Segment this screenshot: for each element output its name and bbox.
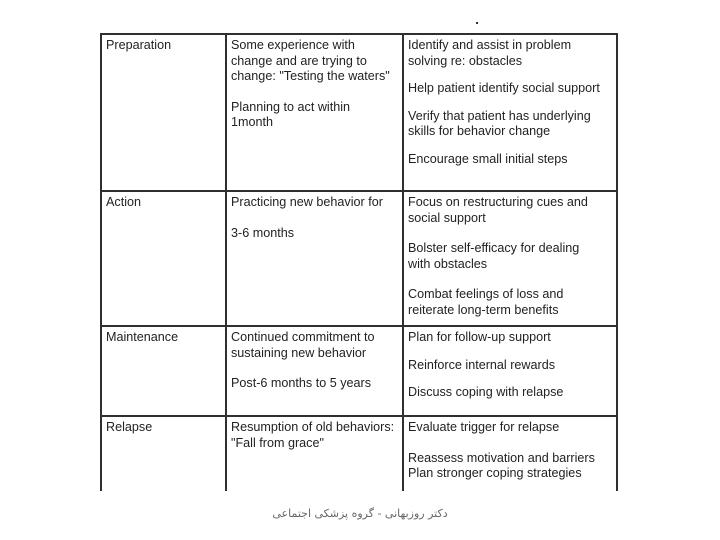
intervention-text: Plan for follow-up support [408,330,551,344]
stage-label: Maintenance [106,330,179,344]
stages-of-change-table [100,33,618,493]
stage-label: Preparation [106,38,172,52]
stage-cell [101,326,226,416]
description-cell [226,326,403,416]
table-bottom-edge [100,491,620,501]
footer-caption: دکتر روزبهانی - گروه پزشکی اجتماعی [272,507,448,520]
description-text: Planning to act within 1month [231,99,351,129]
description-text: 3-6 months [231,225,294,240]
interventions-cell [403,191,617,326]
intervention-text: Combat feelings of loss and reiterate long-term benefits [408,287,564,317]
intervention-text: Verify that patient has underlying skills for behavior change [408,108,591,138]
intervention-text: Identify and assist in problem solving re: obstacles [408,38,572,68]
stages-table-container [100,33,618,493]
intervention-text: Help patient identify social support [408,81,600,95]
stage-label: Relapse [106,420,153,434]
description-text: Post-6 months to 5 years [231,376,371,390]
intervention-text: Evaluate trigger for relapse [408,420,560,434]
description-text: Resumption of old behaviors: "Fall from grace" [231,420,395,450]
stage-label: Action [106,195,142,209]
description-cell [226,34,403,191]
interventions-cell [403,34,617,191]
description-cell [226,416,403,493]
stage-cell [101,191,226,326]
stage-cell [101,416,226,493]
intervention-text: Focus on restructuring cues and social support [408,195,588,225]
stray-mark [476,22,478,24]
intervention-text: Discuss coping with relapse [408,385,564,399]
interventions-cell [403,326,617,416]
intervention-text: Bolster self-efficacy for dealing with obstacles [408,241,580,271]
table-row-action [101,191,617,326]
table-row-maintenance [101,326,617,416]
interventions-cell [403,416,617,493]
stage-cell [101,34,226,191]
table-row-preparation [101,34,617,191]
intervention-text: Encourage small initial steps [408,151,568,166]
intervention-text: Reinforce internal rewards [408,357,555,372]
intervention-text: Reassess motivation and barriers Plan stronger coping strategies [408,450,595,480]
description-cell [226,191,403,326]
description-text: Some experience with change and are trying to change: "Testing the waters" [231,38,390,83]
description-text: Practicing new behavior for [231,195,383,209]
table-row-relapse [101,416,617,493]
description-text: Continued commitment to sustaining new behavior [231,330,375,360]
